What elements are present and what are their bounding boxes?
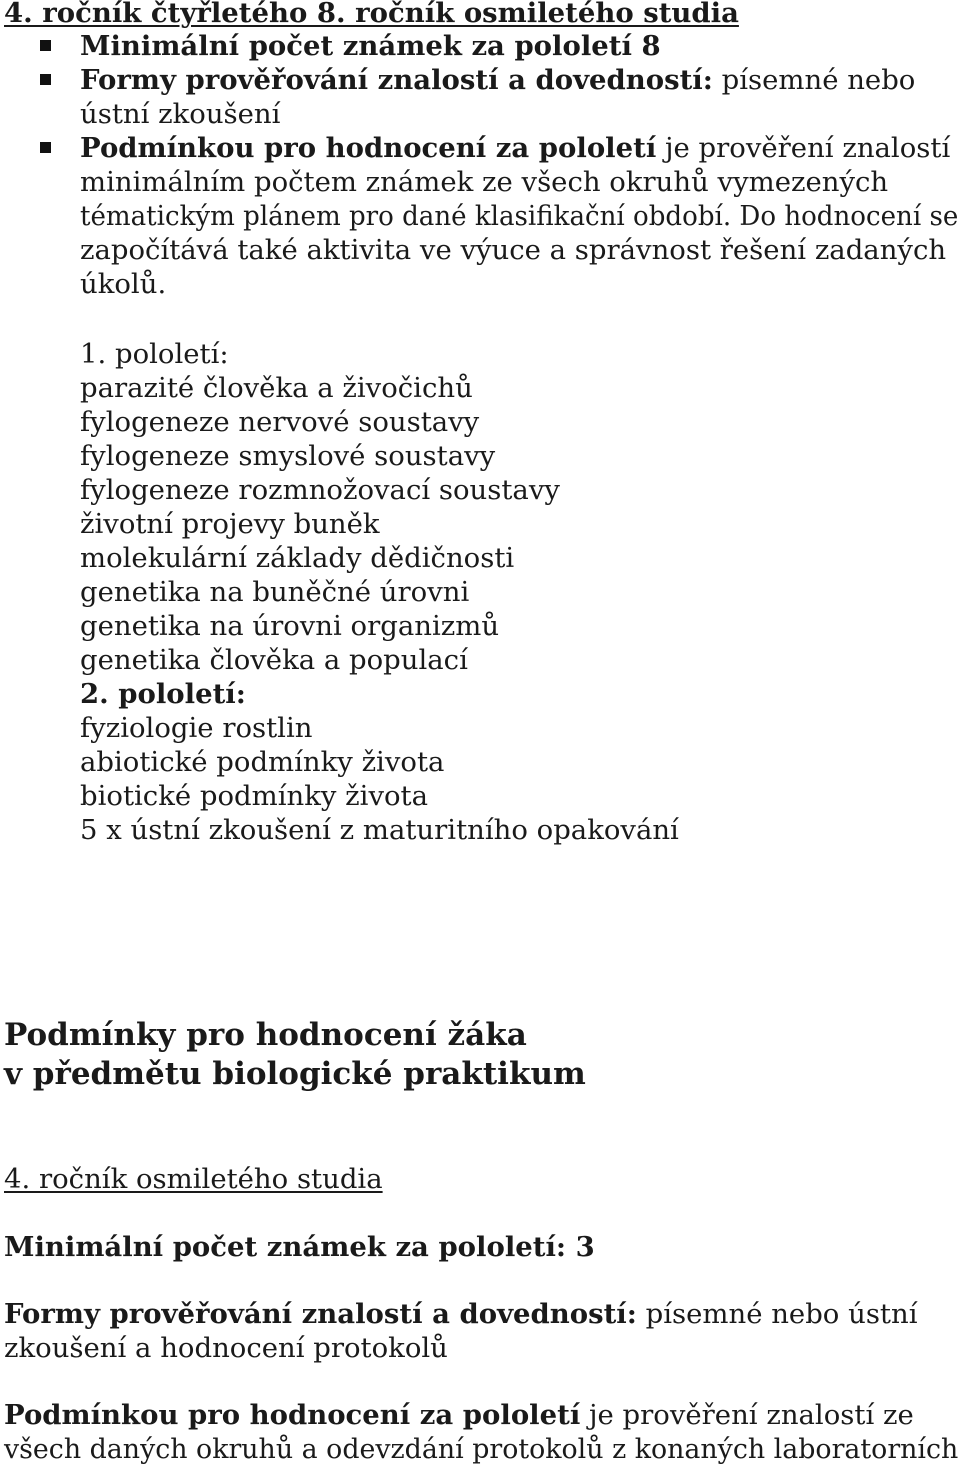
- section-title: v předmětu biologické praktikum: [4, 1056, 586, 1092]
- bullet-square-icon: [40, 74, 51, 85]
- condition-text: [4, 1398, 914, 1432]
- forms-value: písemné nebo ústní: [636, 1298, 918, 1330]
- forms-label: Formy prověřování znalostí a dovedností:: [4, 1298, 637, 1330]
- section-title: Podmínky pro hodnocení žáka: [4, 1017, 527, 1053]
- topic-item: fylogeneze nervové soustavy: [80, 406, 480, 438]
- grade-heading: 4. ročník osmiletého studia: [4, 1163, 383, 1195]
- min-grades-text: Minimální počet známek za pololetí 8: [80, 30, 661, 62]
- condition-line: tématickým plánem pro dané klasifikační období. Do hodnocení se: [80, 200, 959, 232]
- condition-line: minimálním počtem známek ze všech okruhů vymezených: [80, 166, 889, 198]
- condition-line: úkolů.: [80, 268, 167, 300]
- section-heading-grade: 4. ročník čtyřletého 8. ročník osmiletého studia: [4, 0, 739, 29]
- topic-item: molekulární základy dědičnosti: [80, 542, 515, 574]
- topic-item: životní projevy buněk: [80, 508, 380, 540]
- topic-item: 5 x ústní zkoušení z maturitního opakování: [80, 814, 679, 846]
- condition-line: všech daných okruhů a odevzdání protokolů z konaných laboratorních: [4, 1433, 959, 1465]
- topic-item: fylogeneze smyslové soustavy: [80, 440, 496, 472]
- topic-item: genetika na úrovni organizmů: [80, 610, 500, 642]
- condition-value: je prověření znalostí ze: [580, 1399, 914, 1431]
- topic-item: genetika člověka a populací: [80, 644, 468, 676]
- forms-value-cont: ústní zkoušení: [80, 98, 281, 130]
- forms-label: Formy prověřování znalostí a dovedností:: [80, 64, 713, 96]
- condition-label: Podmínkou pro hodnocení za pololetí: [80, 132, 657, 164]
- condition-value: je prověření znalostí: [656, 132, 951, 164]
- topic-item: abiotické podmínky života: [80, 746, 445, 778]
- forms-text: [4, 1297, 918, 1331]
- forms-text: [80, 63, 915, 97]
- condition-label: Podmínkou pro hodnocení za pololetí: [4, 1399, 581, 1431]
- bullet-square-icon: [40, 40, 51, 51]
- bullet-square-icon: [40, 142, 51, 153]
- forms-value: písemné nebo: [712, 64, 916, 96]
- topic-item: biotické podmínky života: [80, 780, 428, 812]
- topic-item: fylogeneze rozmnožovací soustavy: [80, 474, 560, 506]
- topic-item: parazité člověka a živočichů: [80, 372, 473, 404]
- topic-item: genetika na buněčné úrovni: [80, 576, 470, 608]
- condition-line: započítává také aktivita ve výuce a správnost řešení zadaných: [80, 234, 947, 266]
- topic-item: fyziologie rostlin: [80, 712, 313, 744]
- term1-heading: 1. pololetí:: [80, 338, 229, 370]
- min-grades-text: Minimální počet známek za pololetí: 3: [4, 1231, 595, 1263]
- forms-value-cont: zkoušení a hodnocení protokolů: [4, 1332, 448, 1364]
- condition-text: [80, 131, 950, 165]
- term2-heading: 2. pololetí:: [80, 678, 246, 710]
